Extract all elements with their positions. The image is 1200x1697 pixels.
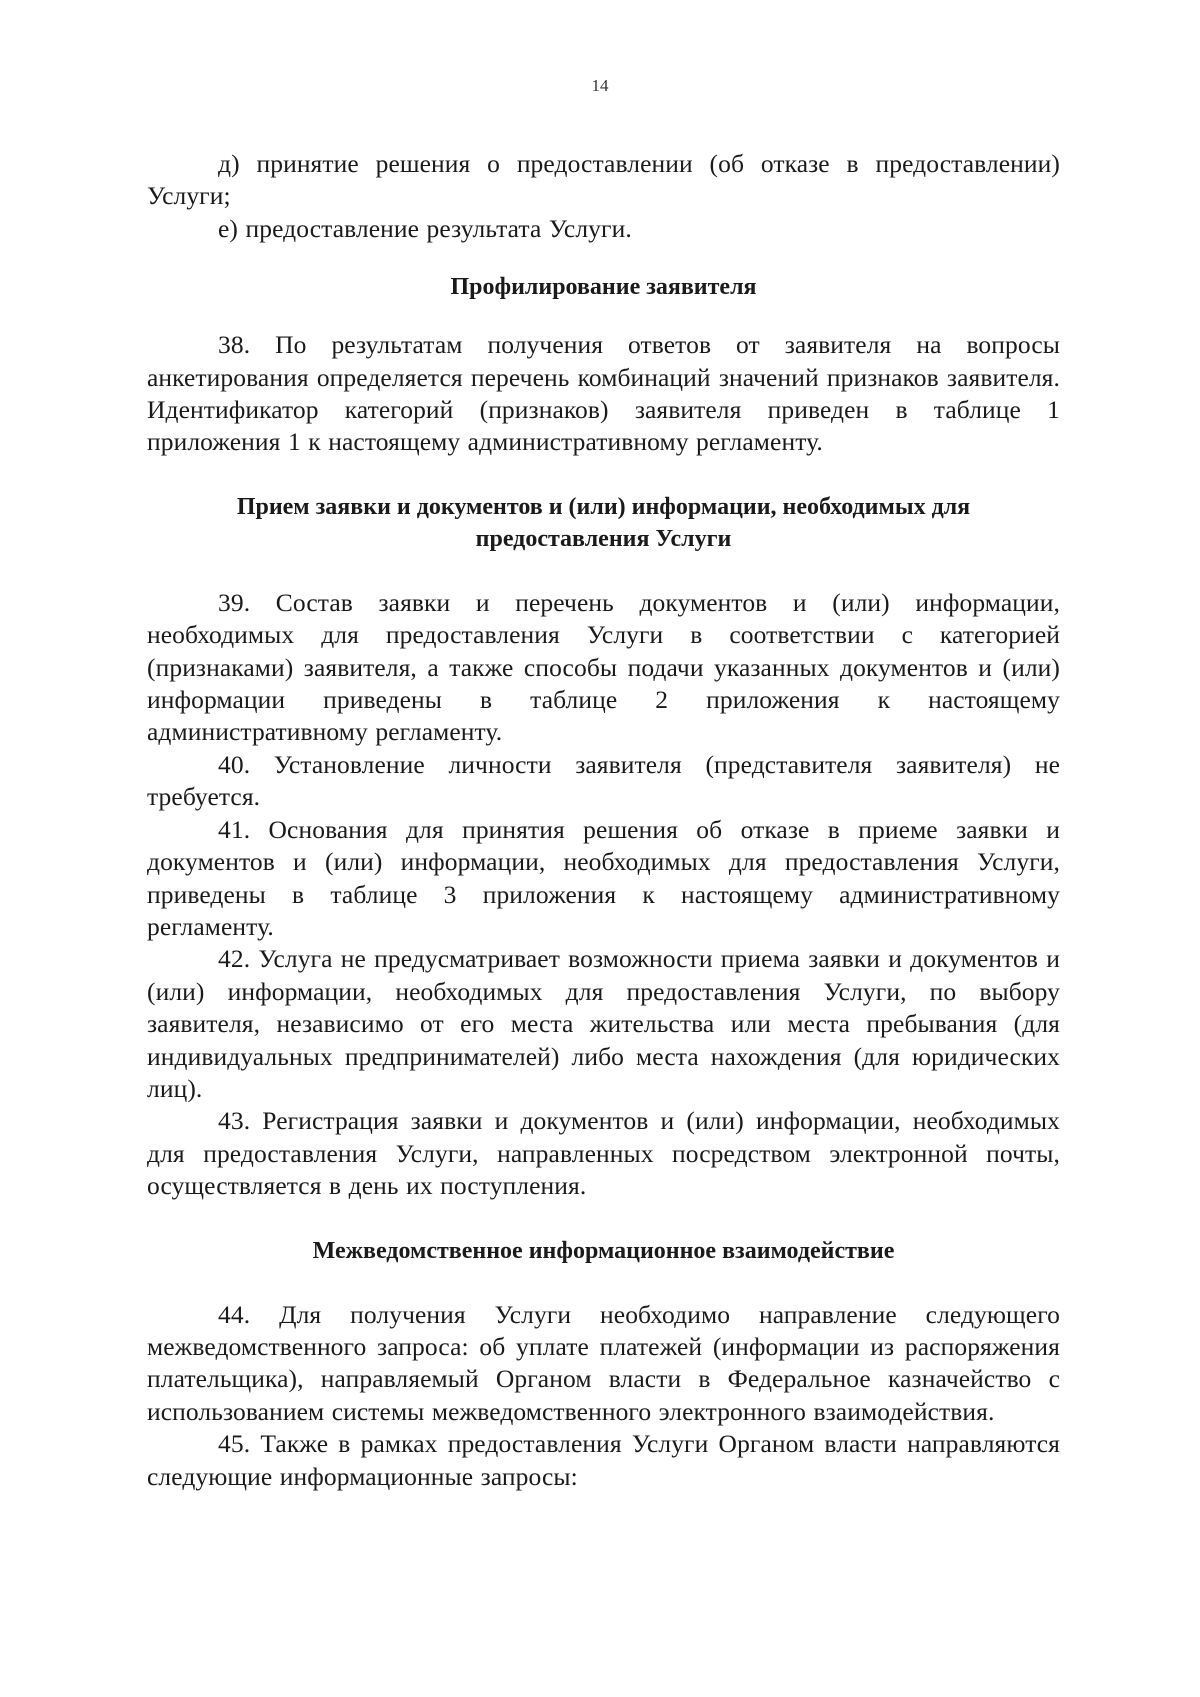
paragraph-45: 45. Также в рамках предоставления Услуги Органом власти направляются следующие информационные запросы: (147, 1429, 1060, 1491)
paragraph-43: 43. Регистрация заявки и документов и (или) информации, необходимых для предоставления Услуги, направленных посредством электронной почты, осуществляется в день их поступления. (147, 1106, 1060, 1201)
section-heading-profiling: Профилирование заявителя (450, 274, 757, 301)
paragraph-38: 38. По результатам получения ответов от заявителя на вопросы анкетирования определяется перечень комбинаций значений признаков заявителя. Идентификатор категорий (признаков) заявителя приведен в таблице 1 приложения 1 к настоящему административному регламенту. (147, 330, 1060, 457)
paragraph-e: е) предоставление результата Услуги. (218, 213, 632, 243)
section-heading-interagency: Межведомственное информационное взаимодействие (312, 1237, 895, 1264)
paragraph-42: 42. Услуга не предусматривает возможности приема заявки и документов и (или) информации, необходимых для предоставления Услуги, по выбору заявителя, независимо от его места жительства или места пребывания (для индивидуальных предпринимателей) либо места нахождения (для юридических лиц). (147, 944, 1060, 1103)
paragraph-40: 40. Установление личности заявителя (представителя заявителя) не требуется. (147, 749, 1060, 812)
paragraph-d: д) принятие решения о предоставлении (об отказе в предоставлении) Услуги; (147, 149, 1060, 211)
paragraph-44: 44. Для получения Услуги необходимо направление следующего межведомственного запроса: об уплате платежей (информации из распоряжения плательщика), направляемый Органом власти в Федеральное казначейство с использованием системы межведомственного электронного взаимодействия. (147, 1299, 1060, 1426)
paragraph-39: 39. Состав заявки и перечень документов и (или) информации, необходимых для предоставления Услуги в соответствии с категорией (признаками) заявителя, а также способы подачи указанных документов и (или) информации приведены в таблице 2 приложения к настоящему административному регламенту. (147, 587, 1060, 747)
paragraph-41: 41. Основания для принятия решения об отказе в приеме заявки и документов и (или) информации, необходимых для предоставления Услуги, приведены в таблице 3 приложения к настоящему административному регламенту. (147, 814, 1060, 941)
document-body (147, 148, 1060, 1493)
section-heading-reception: Прием заявки и документов и (или) информации, необходимых для предоставления Услуги (236, 493, 971, 552)
page-number: 14 (591, 76, 609, 95)
